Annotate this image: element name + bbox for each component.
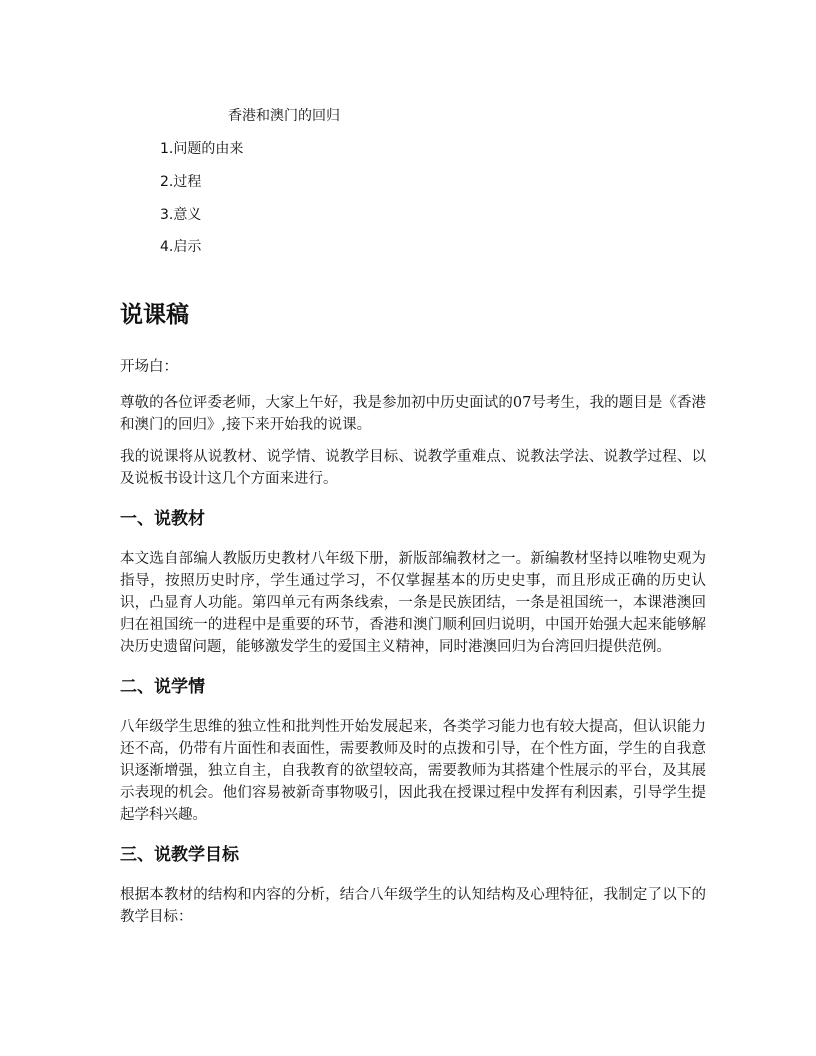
section-body-students: 八年级学生思维的独立性和批判性开始发展起来，各类学习能力也有较大提高，但认识能力还不高，仍带有片面性和表面性，需要教师及时的点拨和引导，在个性方面，学生的自我意识逐渐增强，独立自主，自我教育的欲望较高，需要教师为其搭建个性展示的平台，及其展示表现的机会。他们容易被新奇事物吸引，因此我在授课过程中发挥有利因素，引导学生提起学科兴趣。 (120, 719, 706, 823)
outline-item-2: 2.过程 (160, 174, 202, 190)
section-body-objectives: 根据本教材的结构和内容的分析，结合八年级学生的认知结构及心理特征，我制定了以下的教学目标： (120, 887, 706, 925)
document-title: 说课稿 (120, 302, 189, 328)
section-heading-objectives: 三、说教学目标 (120, 845, 239, 865)
section-body-materials: 本文选自部编人教版历史教材八年级下册，新版部编教材之一。新编教材坚持以唯物史观为指导，按照历史时序，学生通过学习，不仅掌握基本的历史史事，而且形成正确的历史认识，凸显育人功能。第四单元有两条线索，一条是民族团结，一条是祖国统一，本课港澳回归在祖国统一的进程中是重要的环节，香港和澳门顺利回归说明，中国开始强大起来能够解决历史遗留问题，能够激发学生的爱国主义精神，同时港澳回归为台湾回归提供范例。 (120, 551, 706, 655)
section-heading-materials: 一、说教材 (120, 509, 205, 529)
section-heading-students: 二、说学情 (120, 677, 205, 697)
outline-item-4: 4.启示 (160, 239, 202, 255)
intro-paragraph: 尊敬的各位评委老师，大家上午好，我是参加初中历史面试的07号考生，我的题目是《香港和澳门的回归》,接下来开始我的说课。 (120, 395, 706, 433)
opening-label: 开场白： (120, 359, 178, 375)
outline-title: 香港和澳门的回归 (228, 108, 340, 124)
outline-item-1: 1.问题的由来 (160, 141, 244, 157)
outline-item-3: 3.意义 (160, 207, 202, 223)
document-content (120, 298, 706, 938)
plan-paragraph: 我的说课将从说教材、说学情、说教学目标、说教学重难点、说教法学法、说教学过程、以及说板书设计这几个方面来进行。 (120, 449, 706, 487)
